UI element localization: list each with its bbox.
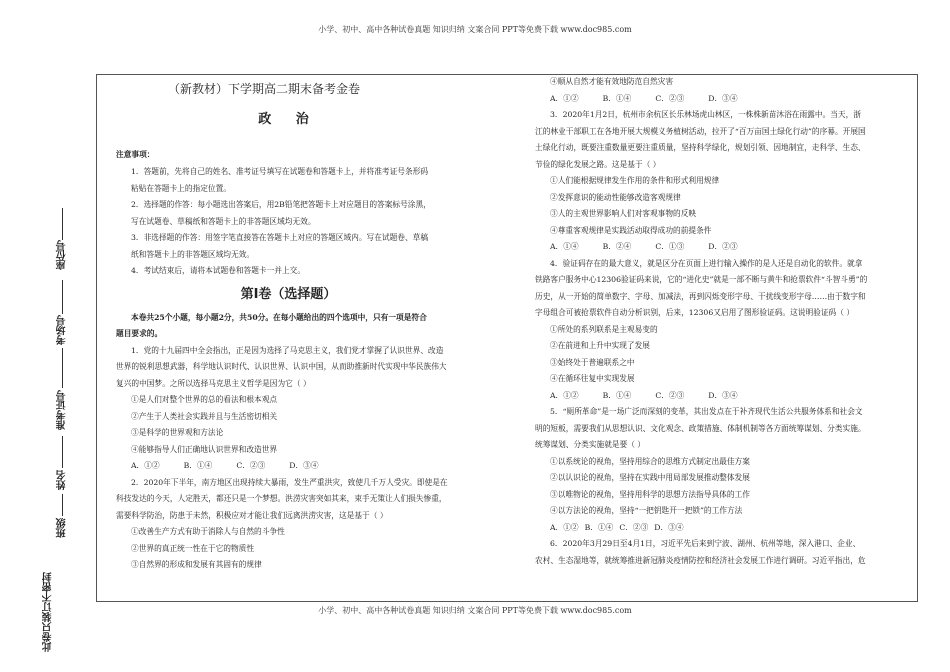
q2-stem: 2．2020年下半年，南方地区出现持续大暴雨，发生严重洪灾，致使几千万人受灾。即使是在 xyxy=(131,477,448,487)
q3-options xyxy=(535,239,905,256)
notice-line: 2．选择题的作答：每小题选出答案后，用2B铅笔把答题卡上对应题目的答案标号涂黑， xyxy=(131,200,431,209)
q4-choice: ④在循环往复中实现发展 xyxy=(550,374,635,383)
q4-option-d: D．③④ xyxy=(708,390,738,400)
q2-option-b: B．①④ xyxy=(602,93,632,103)
q3-choice: ④尊重客观规律是实践活动取得成功的前提条件 xyxy=(550,225,712,235)
q1-choice: ①是人们对整个世界的总的看法和根本观点 xyxy=(131,395,278,404)
q2-option-a: A．①② xyxy=(550,93,579,103)
exam-room-underline xyxy=(62,280,63,314)
q4-choice: ①所处的系列联系是主观易变的 xyxy=(550,324,658,334)
q4-options xyxy=(535,388,905,405)
q2-options xyxy=(535,91,905,108)
left-column xyxy=(116,74,461,574)
q6-stem: 农村、生态湿地等，就统筹推进新冠肺炎疫情防控和经济社会发展工作进行调研。习近平指出，危 xyxy=(535,555,866,565)
notice-line: 4．考试结束后，请将本试题卷和答题卡一并上交。 xyxy=(131,266,306,275)
q1-option-d: D．③④ xyxy=(289,461,319,470)
seat-label: 座位号 xyxy=(57,240,68,270)
q2-choice: ④顺从自然才能有效地防范自然灾害 xyxy=(550,77,674,86)
q4-choice: ②在前进和上升中实现了发展 xyxy=(550,341,650,350)
q5-option-d: D．③④ xyxy=(654,522,684,532)
q2-choice: ②世界的真正统一性在于它的物质性 xyxy=(131,543,255,553)
q4-stem: 铁路客户服务中心12306验证码来说，它的“进化史”就是一部不断与黄牛和抢票软件“斗智斗勇”的 xyxy=(535,275,868,284)
q1-options xyxy=(116,458,461,475)
q6-stem: 6．2020年3月29日至4月1日，习近平先后来到宁波、湖州、杭州等地，深入港口、企业、 xyxy=(550,539,861,548)
notice-line: 3．非选择题的作答：用签字笔直接答在答题卡上对应的答题区域内。写在试题卷、草稿 xyxy=(131,233,429,242)
q1-stem: 复兴的中国梦。之所以选择马克思主义哲学是因为它（ ） xyxy=(116,378,311,388)
q3-stem: 土绿化行动，既要注重数量更要注重质量，坚持科学绿化，规划引领、因地制宜，走科学、生态、 xyxy=(535,143,866,152)
q2-option-d: D．③④ xyxy=(708,93,738,103)
q1-choice: ②产生于人类社会实践并且与生活密切相关 xyxy=(131,411,278,421)
q1-option-a: A．①② xyxy=(131,461,160,470)
q2-stem: 需要科学防治，防患于未然，积极应对才能让我们远离洪涝灾害，这是基于（ ） xyxy=(116,510,388,520)
class-label: 班级 xyxy=(57,518,68,538)
q5-option-c: C．②③ xyxy=(619,522,649,532)
q3-option-c: C．①③ xyxy=(655,242,685,251)
q5-choice: ③以唯物论的视角，坚持用科学的思想方法指导具体的工作 xyxy=(550,489,750,499)
q1-choice: ④能够指导人们正确地认识世界和改造世界 xyxy=(131,444,278,454)
q1-option-c: C．②③ xyxy=(236,461,266,470)
q2-choice: ③自然界的形成和发展有其固有的规律 xyxy=(131,560,262,569)
q3-choice: ③人的主观世界影响人们对客观事物的反映 xyxy=(550,209,697,218)
seat-underline xyxy=(62,208,63,240)
q2-option-c: C．②③ xyxy=(655,93,685,103)
exam-room-label: 考场号 xyxy=(57,315,68,345)
notice-line: 纸和答题卡上的非答题区域均无效。 xyxy=(131,249,255,259)
q3-choice: ①人们能根据规律发生作用的条件和形式利用规律 xyxy=(550,176,720,185)
section-title: 第Ⅰ卷（选择题） xyxy=(240,286,337,302)
q4-stem: 4．验证码存在的最大意义，就是区分在页面上进行输入操作的是人还是自动化的软件。就拿 xyxy=(550,258,863,268)
section-intro: 题目要求的。 xyxy=(116,329,163,338)
q5-stem: 统筹谋划、分类实施就是要（ ） xyxy=(535,440,646,449)
q3-stem: 节俭的绿化发展之路。这是基于（ ） xyxy=(535,159,661,169)
q5-options xyxy=(535,520,905,537)
q5-choice: ②以认识论的视角，坚持在实践中用局部发展推动整体发展 xyxy=(550,473,750,482)
notice-line: 写在试题卷、草稿纸和答题卡上的非答题区域均无效。 xyxy=(131,216,316,226)
ticket-underline xyxy=(62,348,63,388)
q5-option-b: B．①④ xyxy=(584,522,614,532)
q3-option-d: D．②③ xyxy=(708,242,738,251)
page-header-ad: 小学、初中、高中各种试卷真题 知识归纳 文案合同 PPT等免费下载 www.doc985.com xyxy=(318,25,632,34)
q4-option-c: C．②③ xyxy=(655,390,685,400)
q5-option-a: A．①② xyxy=(550,522,579,532)
q4-option-a: A．①② xyxy=(550,390,579,400)
seal-notice: 此卷只装订不密封 xyxy=(43,572,54,652)
page-footer-ad: 小学、初中、高中各种试卷真题 知识归纳 文案合同 PPT等免费下载 www.doc985.com xyxy=(318,606,632,615)
q5-stem: 5．“厕所革命”是一场广泛而深刻的变革，其出发点在于补齐现代生活公共服务体系和社会文 xyxy=(550,407,863,416)
q5-stem: 明的短板，需要我们从思想认识、文化观念、政策措施、体制机制等各方面统筹谋划、分类实施。 xyxy=(535,423,866,433)
q3-choice: ②发挥意识的能动性能够改造客观规律 xyxy=(550,192,681,202)
q1-choice: ③是科学的世界观和方法论 xyxy=(131,428,224,437)
q4-stem: 历史，从一开始的简单数字、字母、加减法，再到闪烁变形字母、干扰线变形字母……由于数字和 xyxy=(535,291,866,301)
q2-stem: 科技发达的今天，人定胜天，都还只是一个梦想。洪涝灾害突如其来，束手无策让人们损失惨重， xyxy=(116,494,447,503)
q3-option-b: B．②④ xyxy=(602,242,632,251)
name-label: 姓名 xyxy=(57,470,68,490)
q4-option-b: B．①④ xyxy=(602,390,632,400)
q4-stem: 字母组合可被抢票软件自动分析识别，后来，12306又启用了图形验证码。这说明验证码（ ） xyxy=(535,308,855,317)
q3-option-a: A．①④ xyxy=(550,242,579,251)
notice-line: 1．答题前，先将自己的姓名、准考证号填写在试题卷和答题卡上，并将准考证号条形码 xyxy=(131,167,429,176)
q1-stem: 世界的锐利思想武器，科学地认识时代、认识世界、认识中国，从而助推新时代实现中华民族伟大 xyxy=(116,362,447,371)
exam-title: （新教材）下学期高二期末备考金卷 xyxy=(168,82,361,96)
q1-option-b: B．①④ xyxy=(183,461,213,470)
section-intro: 本卷共25个小题，每小题2分，共50分。在每小题给出的四个选项中，只有一项是符合 xyxy=(131,312,427,322)
q5-choice: ①以系统论的视角，坚持用综合的思维方式制定出最佳方案 xyxy=(550,456,750,466)
q3-stem: 3．2020年1月2日，杭州市余杭区长乐林场虎山林区，一株株新苗沐浴在雨露中。当天，浙 xyxy=(550,110,861,119)
name-underline xyxy=(62,436,63,468)
q1-stem: 1．党的十九届四中全会指出，正是因为选择了马克思主义，我们党才掌握了认识世界、改造 xyxy=(131,345,444,355)
ticket-number-label: 准考证号 xyxy=(57,390,68,430)
q2-choice: ①改善生产方式有助于消除人与自然的斗争性 xyxy=(131,527,285,536)
notice-heading: 注意事项： xyxy=(116,150,155,159)
subject-title: 政 治 xyxy=(258,112,319,127)
right-column xyxy=(535,74,905,569)
notice-line: 粘贴在答题卡上的指定位置。 xyxy=(131,183,231,193)
class-underline xyxy=(62,494,63,516)
q4-choice: ③始终处于普遍联系之中 xyxy=(550,357,635,367)
q5-choice: ④以方法论的视角，坚持“一把钥匙开一把锁”的工作方法 xyxy=(550,506,743,515)
q3-stem: 江的林业干部职工在各地开展大规模义务植树活动，拉开了“百万亩国土绿化行动”的序幕。开展国 xyxy=(535,126,866,136)
